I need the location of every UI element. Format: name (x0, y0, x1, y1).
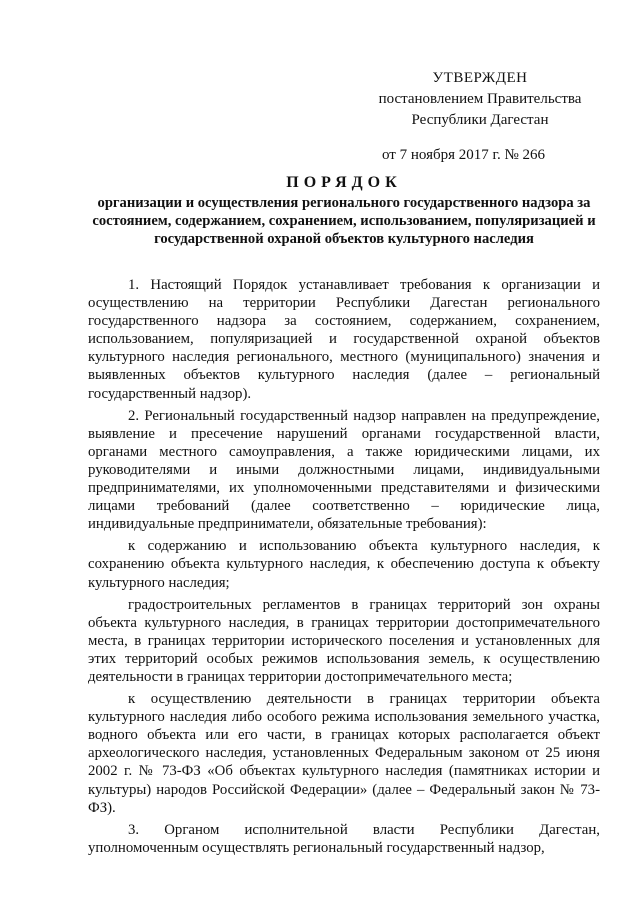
approval-date: от 7 ноября 2017 г. № 266 (382, 147, 546, 163)
document-title (88, 172, 600, 248)
paragraph-2: 2. Региональный государственный надзор направлен на предупреждение, выявление и пресечение нарушений органами государственной власти, органами местного самоуправления, а также юридическими лицами, их руководителями и иными должностными лицами, индивидуальными предпринимателями, их уполномоченными представителями и физическими лицами требований (далее соответственно – юридические лица, индивидуальные предприниматели, обязательные требования): (88, 407, 600, 533)
document-body (88, 276, 600, 860)
approval-line-1: постановлением Правительства (378, 91, 582, 107)
paragraph-2-item-1: к содержанию и использованию объекта культурного наследия, к сохранению объекта культурного наследия, к обеспечению доступа к объекту культурного наследия; (88, 538, 600, 591)
approval-stamp (360, 68, 600, 166)
title-main: ПОРЯДОК (286, 174, 402, 191)
title-subtitle: организации и осуществления регионального государственного надзора за состоянием, содержанием, сохранением, использованием, популяризацией и государственной охраной объектов культурного наследия (92, 195, 596, 247)
approval-line-2: Республики Дагестан (411, 112, 549, 128)
paragraph-3: 3. Органом исполнительной власти Республики Дагестан, уполномоченным осуществлять региональный государственный надзор, (88, 821, 600, 856)
paragraph-1: 1. Настоящий Порядок устанавливает требования к организации и осуществлению на территории Республики Дагестан регионального государственного надзора за состоянием, содержанием, сохранением, использованием, популяризацией и государственной охраной объектов культурного наследия регионального, местного (муниципального) значения и выявленных объектов культурного наследия (далее – региональный государственный надзор). (88, 277, 600, 402)
approval-word: УТВЕРЖДЕН (432, 70, 528, 86)
paragraph-2-item-2: градостроительных регламентов в границах территорий зон охраны объекта культурного наследия, в границах территории достопримечательного места, в границах территории исторического поселения и установленных для этих территорий особых режимов использования земель, к осуществлению деятельности в границах территории достопримечательного места; (88, 596, 600, 685)
paragraph-2-item-3: к осуществлению деятельности в границах территории объекта культурного наследия либо особого режима использования земельного участка, водного объекта или его части, в границах которых располагается объект археологического наследия, установленных Федеральным законом от 25 июня 2002 г. № 73-ФЗ «Об объектах культурного наследия (памятниках истории и культуры) народов Российской Федерации» (далее – Федеральный закон № 73-ФЗ). (88, 691, 600, 816)
